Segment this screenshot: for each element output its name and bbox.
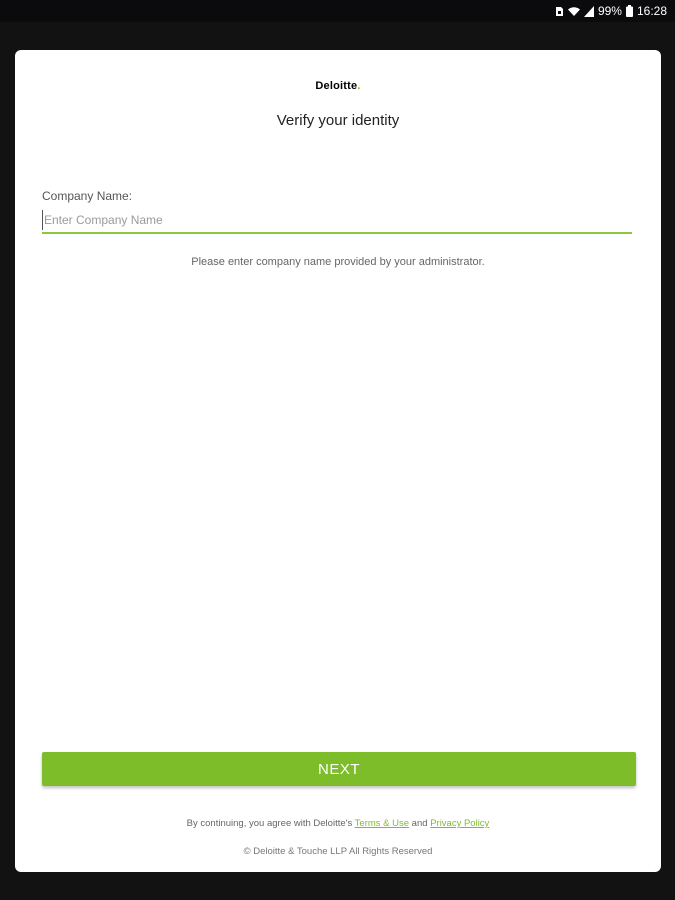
deloitte-logo bbox=[15, 80, 661, 92]
page-title: Verify your identity bbox=[276, 112, 400, 129]
logo-text: Deloitte bbox=[315, 80, 358, 92]
terms-link[interactable]: Terms & Use bbox=[354, 818, 410, 829]
signal-icon bbox=[584, 6, 594, 17]
battery-icon bbox=[626, 5, 633, 17]
sim-icon bbox=[555, 6, 564, 17]
status-icons bbox=[555, 4, 667, 18]
verify-card bbox=[15, 50, 661, 872]
company-name-input[interactable] bbox=[42, 210, 634, 230]
status-bar bbox=[0, 0, 675, 22]
clock: 16:28 bbox=[636, 4, 667, 18]
battery-percent: 99% bbox=[597, 4, 622, 18]
copyright: © Deloitte & Touche LLP All Rights Reserved bbox=[243, 846, 433, 857]
terms-prefix: By continuing, you agree with Deloitte's bbox=[186, 818, 355, 829]
company-name-label: Company Name: bbox=[42, 189, 133, 203]
company-name-field-wrapper bbox=[42, 210, 632, 234]
next-button[interactable]: NEXT bbox=[42, 752, 636, 786]
wifi-icon bbox=[568, 6, 580, 17]
privacy-policy-link[interactable]: Privacy Policy bbox=[430, 818, 490, 829]
terms-and: and bbox=[409, 818, 431, 829]
logo-dot: . bbox=[357, 80, 361, 92]
terms-notice bbox=[15, 818, 661, 829]
company-name-hint: Please enter company name provided by your administrator. bbox=[191, 256, 485, 268]
